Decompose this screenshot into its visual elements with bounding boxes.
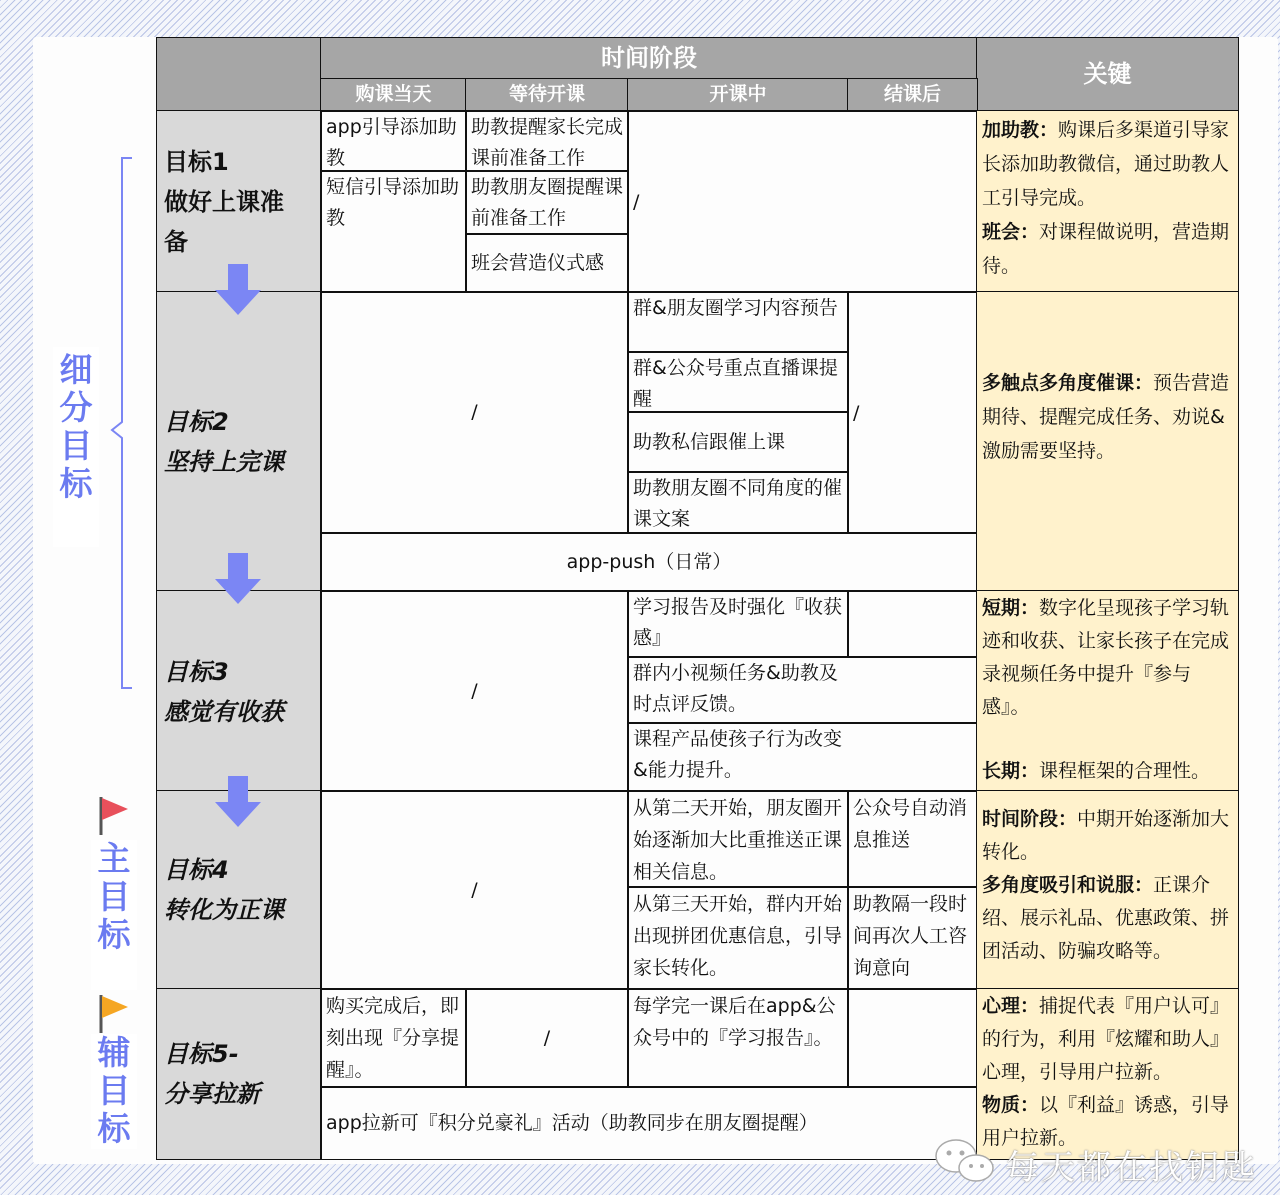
main-goal-label: 主 目 标 bbox=[91, 840, 137, 990]
goal-1-cell: 目标1 做好上课准 备 bbox=[156, 110, 322, 293]
stage-header-after-class: 结课后 bbox=[847, 78, 978, 112]
row1-day1-cell-a: app引导添加助教 bbox=[320, 110, 467, 172]
aux-goal-flag-icon bbox=[98, 993, 132, 1035]
row4-after-cell-b: 助教隔一段时间再次人工咨询意向 bbox=[847, 886, 978, 990]
goal-5-cell: 目标5- 分享拉新 bbox=[156, 988, 322, 1160]
row1-span-cell: / bbox=[627, 110, 978, 293]
row2-during-cell: 群&朋友圈学习内容预告 bbox=[627, 291, 849, 353]
row1-wait-cell-c: 班会营造仪式感 bbox=[465, 233, 629, 293]
down-arrow-icon bbox=[213, 262, 263, 318]
row2-during-cell: 群&公众号重点直播课提醒 bbox=[627, 351, 849, 413]
stage-header-in-class: 开课中 bbox=[627, 78, 849, 112]
key-header: 关键 bbox=[976, 37, 1239, 112]
row5-during-cell: 每学完一课后在app&公众号中的『学习报告』。 bbox=[627, 988, 849, 1088]
row3-after-cell bbox=[847, 590, 978, 658]
time-stage-header: 时间阶段 bbox=[320, 37, 978, 80]
row5-app-cell: app拉新可『积分兑豪礼』活动（助教同步在朋友圈提醒） bbox=[320, 1086, 978, 1160]
goal-4-cell: 目标4 转化为正课 bbox=[156, 790, 322, 990]
row4-during-cell-b: 从第三天开始，群内开始出现拼团优惠信息，引导家长转化。 bbox=[627, 886, 849, 990]
sub-goal-bracket bbox=[100, 150, 140, 710]
goal-2-cell: 目标2 坚持上完课 bbox=[156, 291, 322, 592]
row1-day1-cell-b: 短信引导添加助教 bbox=[320, 170, 467, 293]
main-goal-flag-icon bbox=[98, 795, 132, 837]
row2-push-cell: app-push（日常） bbox=[320, 532, 978, 592]
row3-during-cell: 学习报告及时强化『收获感』 bbox=[627, 590, 849, 658]
row2-during-cell: 助教私信跟催上课 bbox=[627, 411, 849, 473]
sub-goal-label: 细 分 目 标 bbox=[53, 347, 99, 547]
down-arrow-icon bbox=[213, 551, 263, 607]
corner-header-cell bbox=[156, 37, 322, 112]
down-arrow-icon bbox=[213, 774, 263, 830]
row3-during-cell: 群内小视频任务&助教及时点评反馈。 bbox=[627, 656, 977, 724]
row1-key-cell: 加助教：购课后多渠道引导家长添加助教微信，通过助教人工引导完成。 班会：对课程做说明，营造期待。 bbox=[976, 110, 1239, 293]
row1-wait-cell-b: 助教朋友圈提醒课前准备工作 bbox=[465, 170, 629, 235]
wechat-logo-icon bbox=[932, 1136, 998, 1186]
row3-during-cell: 课程产品使孩子行为改变&能力提升。 bbox=[627, 722, 977, 792]
row2-during-cell: 助教朋友圈不同角度的催课文案 bbox=[627, 471, 849, 534]
watermark-text: 每天都在找钥匙 bbox=[1005, 1148, 1257, 1188]
goal-3-cell: 目标3 感觉有收获 bbox=[156, 590, 322, 792]
stage-header-waiting: 等待开课 bbox=[465, 78, 629, 112]
row3-span-cell: / bbox=[320, 590, 629, 792]
row4-during-cell-a: 从第二天开始，朋友圈开始逐渐加大比重推送正课相关信息。 bbox=[627, 790, 849, 888]
row4-after-cell-a: 公众号自动消息推送 bbox=[847, 790, 978, 888]
row2-key-cell: 多触点多角度催课：预告营造期待、提醒完成任务、劝说&激励需要坚持。 bbox=[976, 291, 1239, 592]
stage-header-purchase-day: 购课当天 bbox=[320, 78, 467, 112]
aux-goal-label: 辅 目 标 bbox=[91, 1034, 137, 1149]
row5-after-cell bbox=[847, 988, 978, 1088]
row2-span-cell: / bbox=[320, 291, 629, 534]
row4-span-cell: / bbox=[320, 790, 629, 990]
row3-key-cell: 短期：数字化呈现孩子学习轨迹和收获、让家长孩子在完成录视频任务中提升『参与感』。 长期：课程框架的合理性。 bbox=[976, 590, 1239, 792]
row5-day1-cell: 购买完成后，即刻出现『分享提醒』。 bbox=[320, 988, 467, 1088]
row4-key-cell: 时间阶段：中期开始逐渐加大转化。 多角度吸引和说服：正课介绍、展示礼品、优惠政策、拼团活动、防骗攻略等。 bbox=[976, 790, 1239, 990]
row5-wait-cell: / bbox=[465, 988, 629, 1088]
row5-key-cell: 心理：捕捉代表『用户认可』的行为，利用『炫耀和助人』心理，引导用户拉新。 物质：以『利益』诱惑，引导用户拉新。 bbox=[976, 988, 1239, 1160]
row2-after-cell: / bbox=[847, 291, 978, 534]
row1-wait-cell-a: 助教提醒家长完成课前准备工作 bbox=[465, 110, 629, 172]
